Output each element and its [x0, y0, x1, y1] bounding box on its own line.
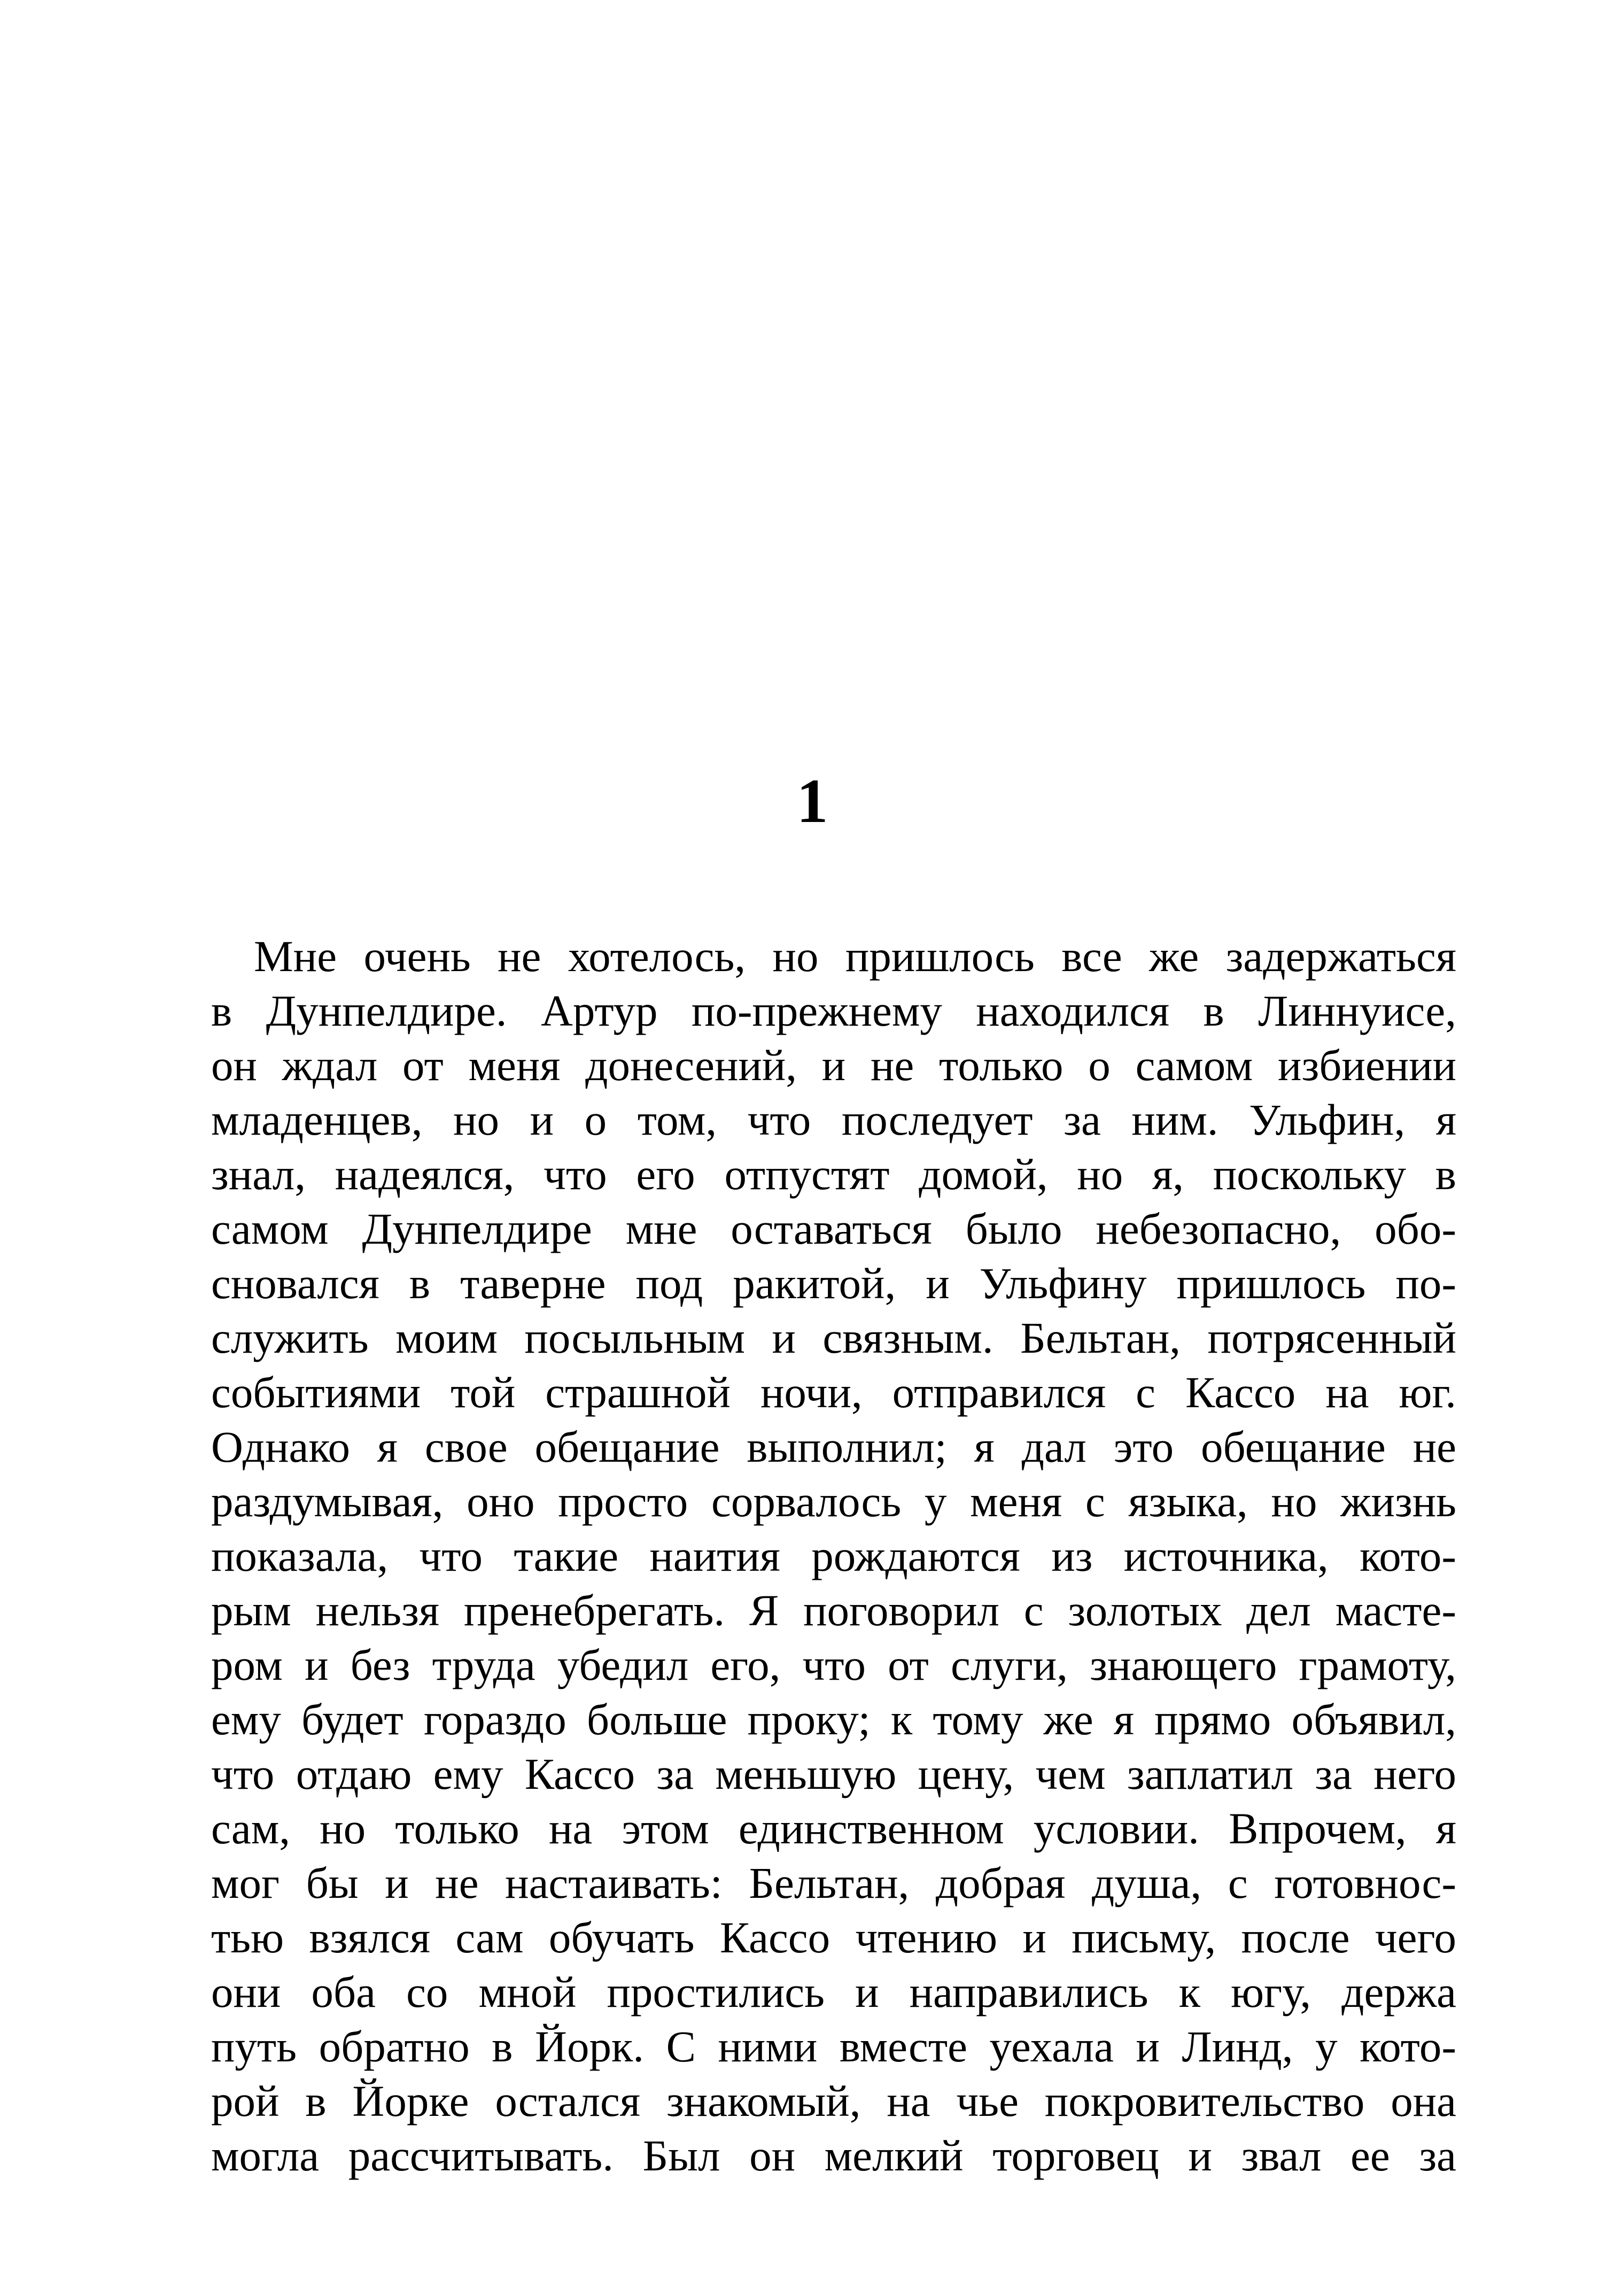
text-line: что отдаю ему Кассо за меньшую цену, чем заплатил за него [211, 1749, 1456, 1798]
text-line: служить моим посыльным и связным. Бельтан, потрясенный [211, 1313, 1456, 1362]
text-line: сновался в таверне под ракитой, и Ульфину пришлось по- [211, 1259, 1456, 1308]
text-line: ром и без труда убедил его, что от слуги, знающего грамоту, [211, 1640, 1456, 1689]
text-line: путь обратно в Йорк. С ними вместе уехала и Линд, у кото- [211, 2022, 1456, 2071]
text-line: показала, что такие наития рождаются из источника, кото- [211, 1531, 1456, 1580]
body-text [211, 929, 1456, 2183]
chapter-number: 1 [796, 766, 828, 836]
text-line: он ждал от меня донесений, и не только о самом избиении [211, 1041, 1456, 1090]
text-line: знал, надеялся, что его отпустят домой, но я, поскольку в [211, 1150, 1456, 1199]
text-line: ему будет гораздо больше проку; к тому же я прямо объявил, [211, 1695, 1456, 1744]
text-line: Мне очень не хотелось, но пришлось все же задержаться [254, 932, 1456, 981]
text-line: рой в Йорке остался знакомый, на чье покровительство она [211, 2076, 1456, 2126]
text-line: рым нельзя пренебрегать. Я поговорил с золотых дел масте- [211, 1586, 1456, 1635]
text-line: Однако я свое обещание выполнил; я дал это обещание не [211, 1422, 1456, 1471]
text-line: могла рассчитывать. Был он мелкий торговец и звал ее за [211, 2131, 1456, 2180]
text-line: в Дунпелдире. Артур по-прежнему находился в Линнуисе, [211, 986, 1456, 1035]
text-line: сам, но только на этом единственном условии. Впрочем, я [211, 1804, 1456, 1853]
text-line: раздумывая, оно просто сорвалось у меня с языка, но жизнь [211, 1477, 1456, 1526]
text-line: мог бы и не настаивать: Бельтан, добрая душа, с готовнос- [211, 1858, 1456, 1907]
text-line: тью взялся сам обучать Кассо чтению и письму, после чего [211, 1913, 1456, 1962]
text-line: младенцев, но и о том, что последует за ним. Ульфин, я [211, 1095, 1456, 1144]
text-line: они оба со мной простились и направились к югу, держа [211, 1967, 1456, 2016]
text-line: самом Дунпелдире мне оставаться было небезопасно, обо- [211, 1204, 1456, 1253]
text-line: событиями той страшной ночи, отправился с Кассо на юг. [211, 1368, 1456, 1417]
